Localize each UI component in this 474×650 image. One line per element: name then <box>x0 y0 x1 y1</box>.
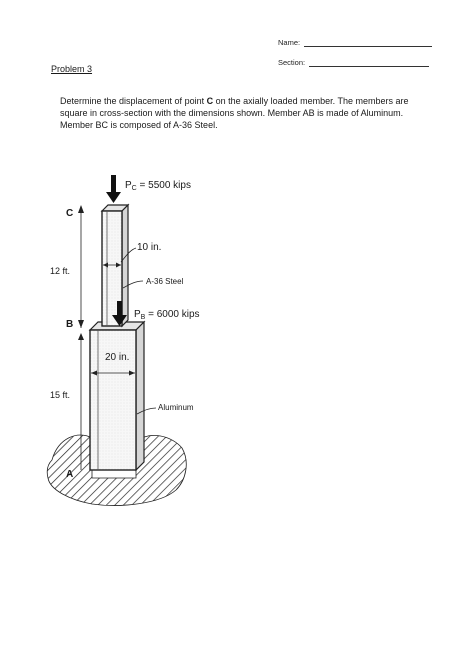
point-b-label: B <box>66 319 74 330</box>
dim-arrow-top <box>78 205 84 213</box>
load-arrow-c <box>106 175 121 203</box>
statement-point: C <box>206 96 214 106</box>
load-c-label: $P_C = 5500$ kips <box>125 180 191 192</box>
dim-arrow-b-up <box>78 333 84 340</box>
problem-title: Problem 3 <box>51 64 93 74</box>
section-label: Section: <box>278 58 306 67</box>
name-label: Name: <box>278 38 301 47</box>
statement-pre: Determine the displacement of point <box>60 96 207 106</box>
load-b-label: $P_B = 6000$ kips <box>134 309 200 321</box>
length-bc-label: 12 ft. <box>50 266 71 276</box>
width-bc-label: 10 in. <box>137 242 162 253</box>
point-c-label: C <box>66 208 74 219</box>
width-ab-label: 20 in. <box>105 352 130 363</box>
statement-post: on the axially loaded member. The members are square in cross-section with the dimensions shown. Member AB is made of Aluminum. Member BC is composed of A-36 Steel. <box>60 96 409 130</box>
member-ab <box>90 322 144 470</box>
dim-arrow-b-down <box>78 320 84 328</box>
material-ab-label: Aluminum <box>158 403 194 412</box>
material-bc-label: A-36 Steel <box>146 277 184 286</box>
length-ab-label: 15 ft. <box>50 390 71 400</box>
point-a-label: A <box>66 469 74 480</box>
